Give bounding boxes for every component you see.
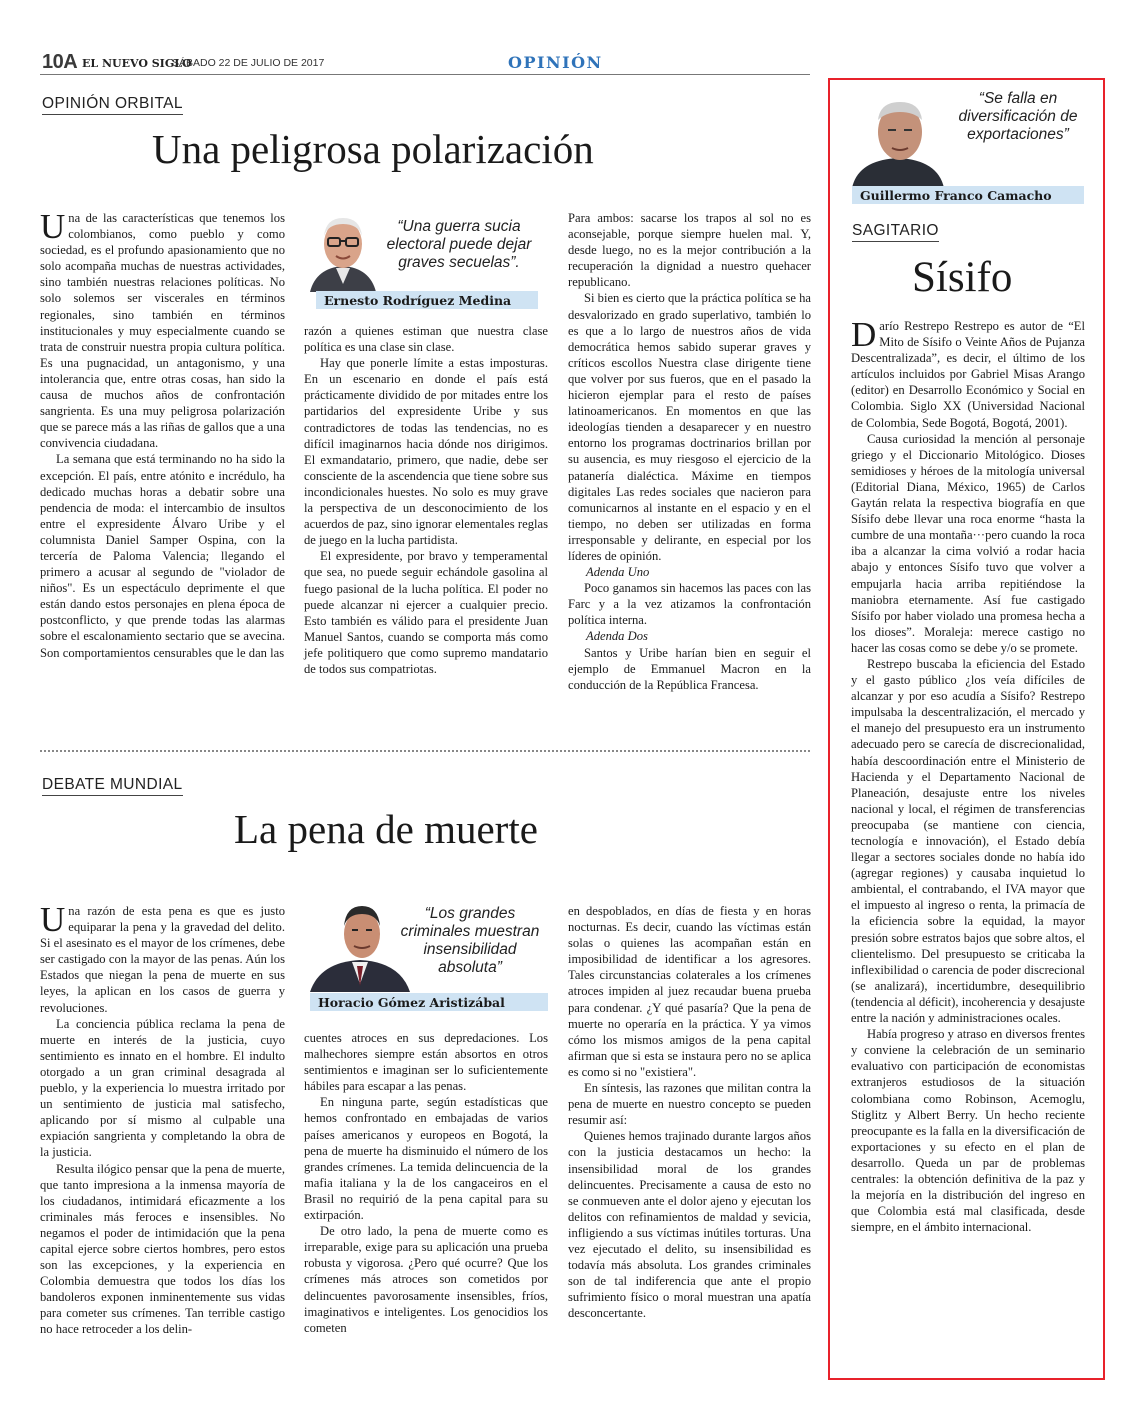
drop-cap: U (40, 207, 66, 246)
article1-column-1: Una de las características que tenemos los colombianos, como pueblo y como sociedad, es el profundo apasionamiento que no solo acompaña muchas de nuestras actividades, sino también nuestras relaciones políticas. No solo solemos ser viscerales en términos regionales, sino también en términos institucionales y muy especialmente cuando se trata de construir nuestra propia cultura política. Es una pugnacidad, un antagonismo, y una intolerancia que, entre otras cosas, han sido la causa de muchos años de confrontación sangrienta. Es una muy peligrosa polarización que se parece más a las riñas de gallos que a una convivencia ciudadana. La semana que está terminando no ha sido la excepción. El país, entre atónito e incrédulo, ha dedicado muchas horas a debatir sobre una pendencia de moda: el intercambio de insultos entre el expresidente Álvaro Uribe y el columnista Daniel Samper Ospina, con la tercería de Paloma Valencia; llegando el primero a acusar al segundo de "violador de niños". Es un espectáculo deprimente el que están dando estos personajes en plena época de postconflicto, y que prende todas las alarmas sobre el escalonamiento sectario que se avecina. Son comportamientos censurables que le dan las (40, 207, 285, 660)
section-divider (40, 750, 810, 752)
article1-headline: Una peligrosa polarización (152, 126, 594, 172)
page-number: 10A (42, 51, 78, 73)
author-portrait-guillermo (852, 90, 944, 188)
sidebar-headline: Sísifo (912, 254, 1013, 301)
article1-column-2: razón a quienes estiman que nuestra clase política es una clase sin clase. Hay que ponerle límite a estas imposturas. En un escenario en donde el país está prácticamente dividido de por mitades entre los partidarios del expresidente Uribe y sus contradictores de todas las tendencias, no es difícil imaginarnos hacia dónde nos dirigimos. El exmandatario, primero, que nadie, debe ser consciente de la ascendencia que tiene sobre sus incondicionales huestes. No solo es muy grave la perspectiva de un desconocimiento de los acuerdos de paz, sino ignorar elementales reglas de juego en la lucha partidista. El expresidente, por bravo y temperamental que sea, no puede seguir echándole gasolina al fuego pasional de la lucha política. El poder no puede alcanzar ni ejercer a cualquier precio. Esto también es válido para el presidente Juan Manuel Santos, cuando se comporta más como jefe politiquero que como supremo mandatario de todos sus compatriotas. (304, 324, 548, 676)
article2-column-1: Una razón de esta pena es que es justo equiparar la pena y la gravedad del delito. Si el asesinato es el mayor de los crímenes, debe ser castigado con la mayor de las penas. Aún los Estados que niegan la pena de muerte en sus leyes, la aplican en los casos de guerra y revoluciones. La conciencia pública reclama la pena de muerte en interés de la justicia, cuyo sentimiento es innato en el hombre. El indulto otorgado a un gran criminal desagrada al pueblo, y la experiencia lo muestra irritado por un sentimiento de justicia mal satisfecho, aplicando por sí mismo al culpable una expiación sangrienta y completando la obra de la justicia. Resulta ilógico pensar que la pena de muerte, que tanto impresiona a la inmensa mayoría de los ciudadanos, intimidará eficazmente a los criminales más feroces e insensibles. No negamos el poder de intimidación que la pena capital ejerce sobre ciertos hombres, pero estos son las excepciones, y la experiencia en Colombia demuestra que todos los días los bandoleros exponen inminentemente sus vidas para cometer sus crímenes. Tan terrible castigo no hace retroceder a los delin- (40, 900, 285, 1337)
article2-column-3: en despoblados, en días de fiesta y en horas nocturnas. Es decir, cuando las víctimas están solas o quienes las acompañan están en imposibilidad de identificar a los agresores. Tales circunstancias colaterales a los crímenes atroces impiden al juez recaudar buena prueba para condenar. ¿Y qué pasaría? Que la pena de muerte no operaría en la práctica. Y ya vimos cómo los mismos amigos de la pena capital afirman que si esta se instaura pero no se aplica es como si no "existiera". En síntesis, las razones que militan contra la pena de muerte en nuestro concepto se pueden resumir así: Quienes hemos trajinado durante largos años con la justicia destacamos un hecho: la insensibilidad moral de los grandes delincuentes. Precisamente a causa de esto no se conmueven ante el dolor ajeno y ejecutan los delitos con refinamientos de maldad y sevicia, infligiendo a sus víctimas inútiles torturas. Una vez ejecutado el delito, su insensibilidad es todavía más absoluta. Los grandes criminales son de tal indiferencia que ante el propio sufrimiento físico o moral muestran una apatía desconcertante. (568, 904, 811, 1321)
sidebar-column-text: Darío Restrepo Restrepo es autor de “El Mito de Sísifo o Veinte Años de Pujanza Descentralizada”, es decir, el último de los artículos incluidos por Gabriel Misas Arango (editor) en Desarrollo Económico y Social en Colombia. Siglo XX (Universidad Nacional de Colombia, Sede Bogotá, Bogotá, 2001). Causa curiosidad la mención al personaje griego y el Diccionario Mitológico. Dioses semidioses y héroes de la mitología universal (Editorial Diana, México, 1965) de Carlos Gaytán relata la respectiva biografía en que Sísifo debe llevar una roca enorme “hasta la cumbre de una montaña···pero cuando la roca iba a alcanzar la cima volvió a rodar hacia abajo y entonces Sísifo tuvo que volver a empujarla hacia arriba repitiéndose la maniobra eternamente. Así fue castigado Sísifo por haber violado una promesa hecha a los dioses”. Moraleja: merece castigo no hacer las cosas como se debe y/o se promete. Restrepo buscaba la eficiencia del Estado y el gasto público ¿los veía difíciles de alcanzar y por eso acudía a Sísifo? Restrepo impulsaba la descentralización, el mercado y el manejo del presupuesto era un instrumento adecuado pero se carecía de discrecionalidad, había descoordinación entre el Ministerio de Hacienda y el Departamento Nacional de Planeación, desajuste entre los niveles nacional y local, el régimen de transferencias preocupaba (se mantiene con ciencia, tecnología e innovación), el Estado debía llegar a sectores sociales donde no había ido (agregar regiones) y causaba inquietud lo ambiental, el contrabando, el IVA mayor que el impuesto al ingreso o renta, la primacía de la eficiencia sobre la equidad, la mayor presión sobre estratos bajos que sobre altos, el clientelismo. Del presupuesto se criticaba la inflexibilidad o carencia de poder discrecional (se analizará), incertidumbre, desequilibrio (tendencia al déficit), incoherencia y desajuste entre la nación y administraciones ocales. Había progreso y atraso en diversos frentes y conviene la celebración de un seminario evaluativo con participación de economistas extranjeros estudiosos de la situación colombiana como Robinson, Acemoglu, Stiglitz y Albert Berry. Un hecho reciente preocupante es la falla en la diversificación de exportaciones y su efecto en el plan de desarrollo. Queda un par de problemas centrales: la obtención definitiva de la paz y la mejoría en la distribución del ingreso en que Colombia está mal clasificada, desde siempre, en el ámbito internacional. (851, 315, 1085, 1235)
article1-kicker: OPINIÓN ORBITAL (42, 95, 183, 115)
article1-pullquote: “Una guerra sucia electoral puede dejar graves secuelas”. (386, 218, 532, 271)
newspaper-name: EL NUEVO SIGLO (82, 57, 192, 70)
drop-cap: U (40, 900, 66, 939)
sidebar-author: Guillermo Franco Camacho (852, 186, 1084, 204)
article2-pullquote: “Los grandes criminales muestran insensibilidad absoluta” (400, 905, 540, 976)
article2-column-2: cuentes atroces en sus depredaciones. Los malhechores siempre están absortos en otros sentimientos e imaginan ser lo suficientemente hábiles para escapar a las penas. En ninguna parte, según estadísticas que hemos confrontado en embajadas de varios países americanos y europeos en Bogotá, la pena de muerte ha disminuido el número de los grandes crímenes. La temida delincuencia de la mafia italiana y la de los cangaceiros en el Brasil no requirió de la pena capital para su extirpación. De otro lado, la pena de muerte como es irreparable, exige para su aplicación una prueba robusta y vigorosa. ¿Pero qué ocurre? Que los crímenes más atroces son cometidos por delincuentes pavorosamente insensibles, fríos, imaginativos e inteligentes. Los genocidios los cometen (304, 1031, 548, 1335)
article2-author: Horacio Gómez Aristizábal (310, 993, 548, 1011)
article1-column-3: Para ambos: sacarse los trapos al sol no es aconsejable, porque siempre huelen mal. Y, desde luego, no es la mejor contribución a la recuperación la dignidad a nuestro quehacer republicano. Si bien es cierto que la práctica política se ha desvalorizado en grado superlativo, también lo es que a lo largo de nuestros años de vida democrática hemos sabido superar graves y críticos escollos Nuestra clase dirigente tiene que volver por sus fueros, que en el pasado la hicieron ejemplar para el resto de países latinoamericanos. En momentos en que las ideologías tienden a desaparecer y en nuestro entorno los programas doctrinarios brillan por su ausencia, es muy riesgoso el ejercicio de la patanería dialéctica. Máxime en tiempos digitales Las redes sociales que nacieron para comunicarnos al instante en el espacio y en el tiempo, no deben ser utilizadas en forma irresponsable y delirante, en especial por los líderes de opinión. Adenda Uno Poco ganamos sin hacemos las paces con las Farc y a la vez atizamos la confrontación política interna. Adenda Dos Santos y Uribe harían bien en seguir el ejemplo de Emmanuel Macron en la conducción de la República Francesa. (568, 211, 811, 692)
author-portrait-ernesto (308, 208, 378, 292)
drop-cap: D (851, 315, 877, 354)
article2-kicker: DEBATE MUNDIAL (42, 776, 183, 796)
sidebar-kicker: SAGITARIO (852, 222, 939, 242)
issue-date: SÁBADO 22 DE JULIO DE 2017 (172, 57, 325, 69)
author-portrait-horacio (310, 900, 410, 992)
sidebar-pullquote: “Se falla en diversificación de exportaciones” (958, 90, 1078, 143)
header-rule (40, 74, 810, 75)
article2-headline: La pena de muerte (234, 806, 538, 852)
article1-author: Ernesto Rodríguez Medina (316, 291, 538, 309)
section-title: OPINIÓN (508, 53, 603, 72)
